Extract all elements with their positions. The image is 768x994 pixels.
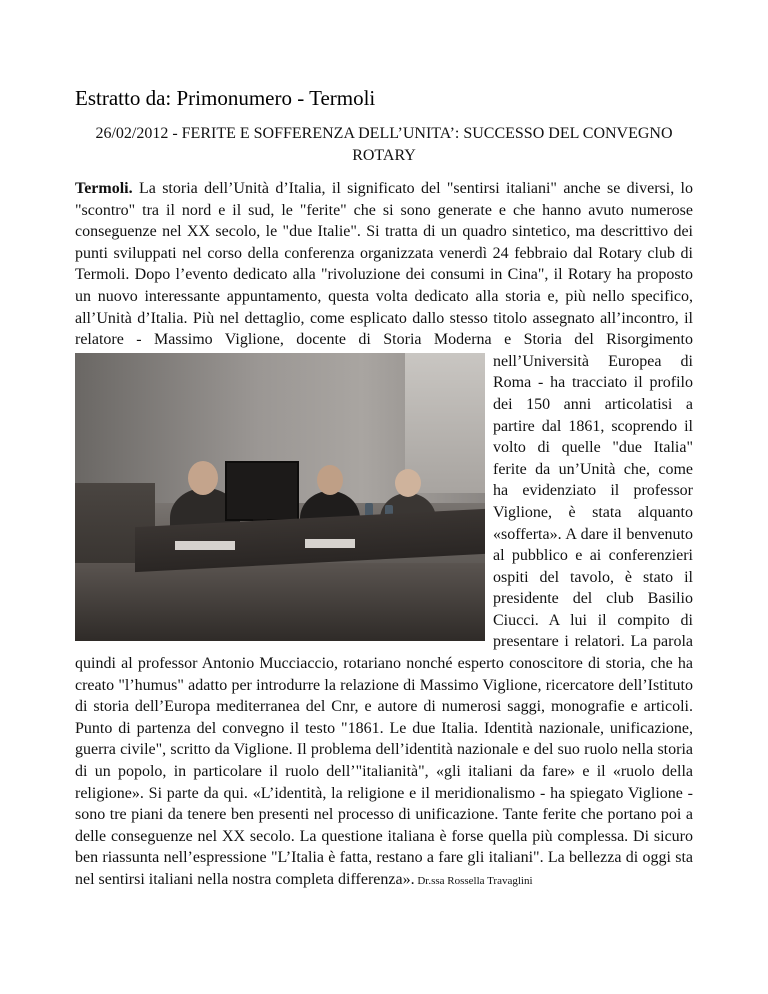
photo-window [405, 353, 485, 493]
article-text-rest: nell’Università Europea di Roma - ha tracciato il profilo dei 150 anni articolatisi a partire dal 1861, scoprendo il volto di quelle "due Italia" ferite da un’Unità che, come ha evidenziato il professor Viglione, è stata alquanto «sofferta». A dare il benvenuto al pubblico e ai conferenzieri ospiti del tavolo, è stato il presidente del club Basilio Ciucci. A lui il compito di presentare i relatori. La parola quindi al professor Antonio Mucciaccio, rotariano nonché esperto conoscitore di storia, che ha creato "l’humus" adatto per introdurre la relazione di Massimo Viglione, ricercatore dell’Istituto di storia dell’Europa mediterranea del Cnr, e autore di numerosi saggi, monografie e articoli. Punto di partenza del convegno il testo "1861. Le due Italia. Identità nazionale, unificazione, guerra civile", scritto da Viglione. Il problema dell’identità nazionale e del suo ruolo nella storia di un popolo, in particolare il ruolo dell’"italianità", «gli italiani da fare» e il «ruolo della religione». Si parte da qui. «L’identità, la religione e il meridionalismo - ha spiegato Viglione - sono tre piani da tenere ben presenti nel processo di unificazione. Tante ferite che portano poi a delle conseguenze nel XX secolo. La questione italiana è forse quella più complessa. Di sicuro ben riassunta nell’espressione "L’Italia è fatta, restano a fare gli italiani". La bellezza di oggi sta nel sentirsi italiani nella nostra completa differenza». [75, 352, 693, 888]
source-line: Estratto da: Primonumero - Termoli [75, 86, 376, 110]
author-signature: Dr.ssa Rossella Travaglini [414, 875, 533, 887]
article-text-lead: La storia dell’Unità d’Italia, il significato del "sentirsi italiani" anche se diversi, lo "scontro" tra il nord e il sud, le "ferite" che si sono generate e che hanno avuto numerose conseguenze nel XX secolo, le "due Italie". Si tratta di un quadro sintetico, ma descrittivo dei punti sviluppati nel corso della conferenza organizzata venerdì 24 febbraio dal Rotary club di Termoli. Dopo l’evento dedicato alla "rivoluzione dei consumi in Cina", il Rotary ha proposto un nuovo interessante appuntamento, questa volta dedicato alla storia e, più nello specifico, all’Unità d’Italia. Più nel dettaglio, come esplicato dallo stesso titolo assegnato all’incontro, il relatore - Massimo Viglione, docente di Storia Moderna e Storia del Risorgimento [75, 180, 693, 349]
photo-monitor [225, 461, 299, 521]
name-placard [305, 539, 355, 548]
speaker-left-head [188, 461, 218, 495]
speaker-center-head [317, 465, 343, 495]
conference-photo [75, 353, 485, 641]
dateline: Termoli. [75, 180, 133, 197]
name-placard [175, 541, 235, 550]
article-body [75, 178, 693, 893]
photo-floor [75, 563, 485, 641]
speaker-right-head [395, 469, 421, 497]
headline: 26/02/2012 - FERITE E SOFFERENZA DELL’UNITA’: SUCCESSO DEL CONVEGNO ROTARY [95, 125, 673, 164]
